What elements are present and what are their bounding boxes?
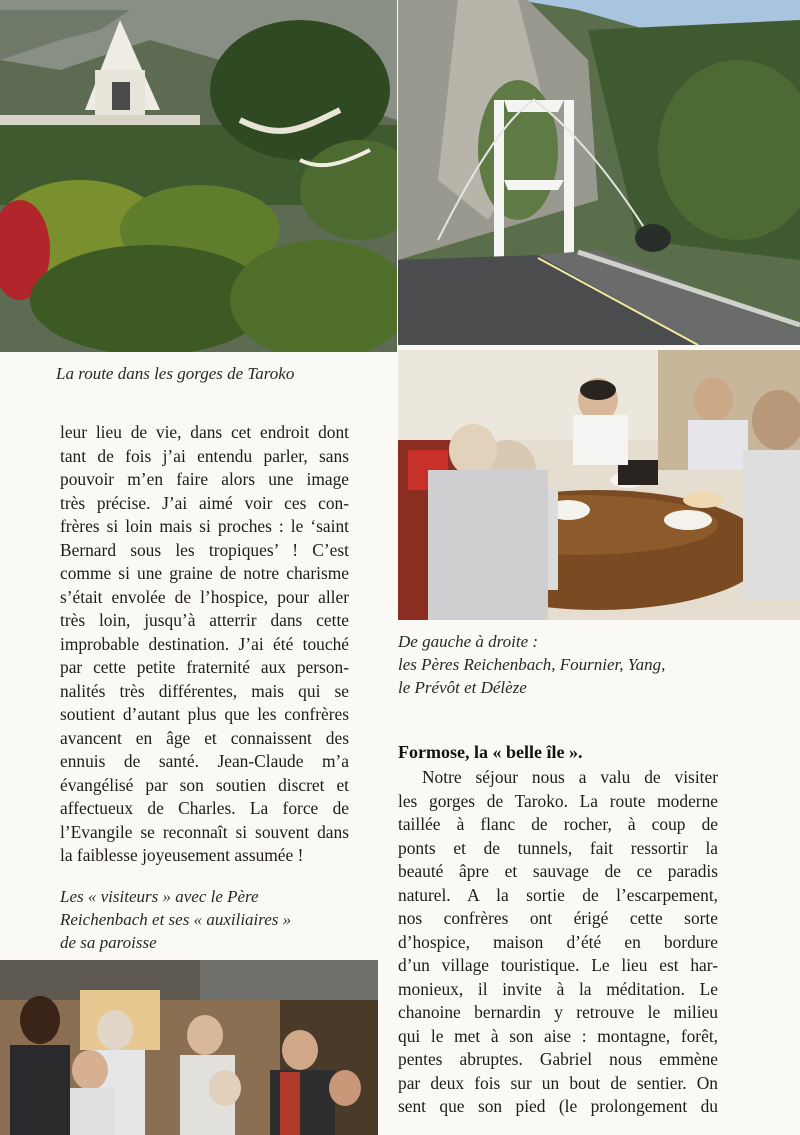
left-column-text (60, 421, 349, 868)
text-line: avancent en âge et connaissent des (60, 727, 349, 748)
photo-taroko-bridge (398, 0, 800, 345)
caption-taroko-road (56, 362, 294, 385)
text-line: comme si une graine de notre charisme (60, 563, 349, 583)
text-line: nos confrères ont érigé cette sorte (398, 908, 718, 928)
photo-visitors (0, 960, 378, 1135)
caption-line: les Pères Reichenbach, Fournier, Yang, (398, 655, 666, 674)
text-line: leur lieu de vie, dans cet endroit dont (60, 422, 349, 442)
text-line: très précise. J’ai aimé voir ces con- (60, 492, 349, 513)
text-line: par deux fois sur un bout de sentier. On (398, 1072, 718, 1093)
text-line: les gorges de Taroko. La route moderne (398, 790, 718, 811)
text-line: d’un village touristique. Le lieu est har- (398, 955, 718, 975)
text-line: taillée à flanc de rocher, à coup de (398, 814, 718, 834)
right-column-text (398, 766, 718, 1119)
caption-line: le Prévôt et Délèze (398, 678, 527, 697)
text-line: l’Evangile se reconnaît si souvent dans (60, 821, 349, 842)
text-line: la faiblesse joyeusement assumée ! (60, 845, 304, 865)
text-line: frères si loin mais si proches : le ‘saint (60, 516, 349, 536)
text-line: s’était envolée de l’hospice, pour aller (60, 586, 349, 607)
text-line: tant de fois j’ai entendu parler, sans (60, 445, 349, 466)
text-line: par cette petite fraternité aux person- (60, 657, 349, 677)
text-line: chanoine bernardin y retrouve le milieu (398, 1002, 718, 1022)
text-line: soutient d’autant plus que les confrères (60, 704, 349, 724)
text-line: évangélisé par son soutien discret et (60, 774, 349, 795)
text-line: d’hospice, maison d’été en bordure (398, 931, 718, 952)
text-line: qui le met à son aise : montagne, forêt, (398, 1025, 718, 1046)
caption-line: Reichenbach et ses « auxiliaires » (60, 910, 292, 929)
text-line: naturel. A la sortie de l’escarpement, (398, 884, 718, 905)
text-line: sent que son pied (le prolongement du (398, 1096, 718, 1116)
caption-group-photo (398, 630, 665, 699)
text-line: ennuis de santé. Jean-Claude m’a (60, 751, 349, 771)
text-line: très loin, jusqu’à atterrir dans cette (60, 610, 349, 630)
text-line: improbable destination. J’ai été touché (60, 633, 349, 654)
text-line: Notre séjour nous a valu de visiter (422, 767, 718, 787)
photo-church-garden (0, 0, 397, 352)
text-line: pouvoir m’en faire alors une image (60, 469, 349, 489)
caption-visitors (60, 885, 291, 954)
text-line: pentes abruptes. Gabriel nous emmène (398, 1049, 718, 1069)
caption-line: Les « visiteurs » avec le Père (60, 887, 259, 906)
text-line: affectueux de Charles. La force de (60, 798, 349, 818)
text-line: beauté âpre et sauvage de ce paradis (398, 861, 718, 881)
text-line: nalités très différentes, mais qui se (60, 680, 349, 701)
text-line: ponts et de tunnels, fait ressortir la (398, 837, 718, 858)
caption-line: de sa paroisse (60, 933, 157, 952)
photo-group-dinner (398, 350, 800, 620)
section-heading: Formose, la « belle île ». (398, 742, 583, 762)
text-line: Bernard sous les tropiques’ ! C’est (60, 539, 349, 560)
caption-line: La route dans les gorges de Taroko (56, 364, 295, 383)
caption-line: De gauche à droite : (398, 632, 539, 651)
text-line: monieux, il invite à la méditation. Le (398, 978, 718, 999)
